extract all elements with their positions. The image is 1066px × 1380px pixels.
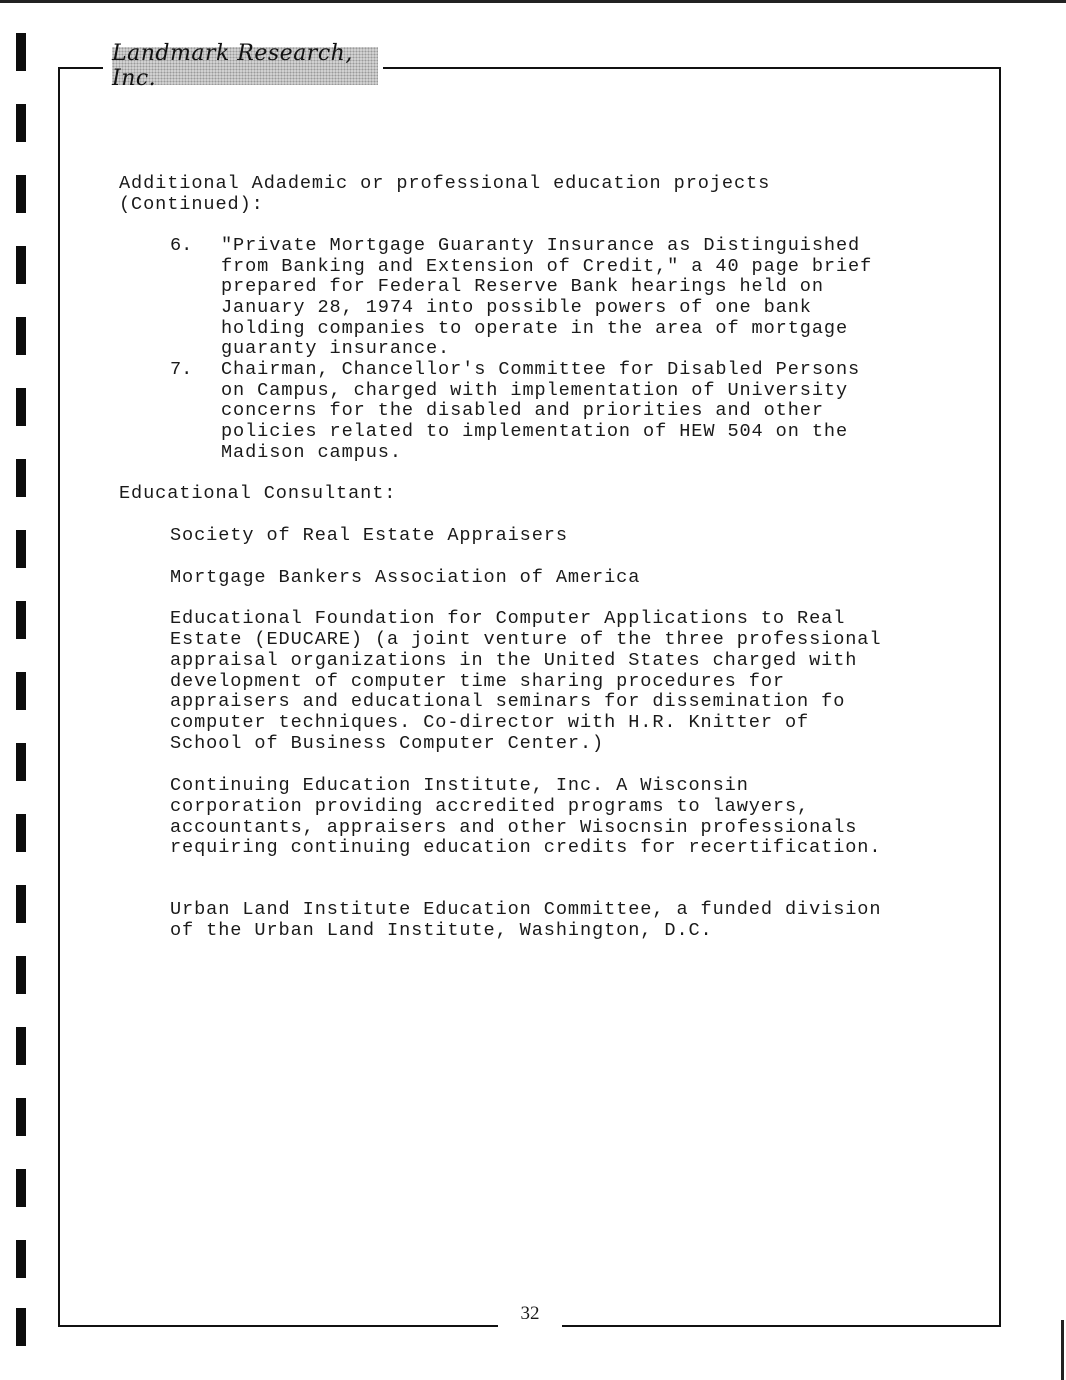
consultant-entry-line: accountants, appraisers and other Wisocnsin professionals	[170, 817, 858, 838]
binder-hole	[16, 1098, 26, 1136]
frame-border-top	[58, 67, 103, 69]
consultant-entry-line: Urban Land Institute Education Committee, a funded division	[170, 899, 882, 920]
binder-hole	[16, 1240, 26, 1278]
consultant-entry: Society of Real Estate Appraisers	[170, 525, 568, 546]
binder-hole	[16, 459, 26, 497]
binder-hole	[16, 1169, 26, 1207]
item-line: concerns for the disabled and priorities and other	[221, 400, 824, 421]
section-intro-line: Additional Adademic or professional education projects	[119, 173, 771, 194]
binder-hole	[16, 885, 26, 923]
item-line: guaranty insurance.	[221, 338, 451, 359]
item-line: Madison campus.	[221, 442, 402, 463]
frame-border-bottom	[58, 1325, 498, 1327]
consultant-entry-line: Estate (EDUCARE) (a joint venture of the three professional	[170, 629, 882, 650]
item-line: prepared for Federal Reserve Bank hearings held on	[221, 276, 824, 297]
consultant-entry-line: development of computer time sharing procedures for	[170, 671, 785, 692]
item-line: Chairman, Chancellor's Committee for Disabled Persons	[221, 359, 861, 380]
section-intro-line: (Continued):	[119, 194, 264, 215]
item-line: holding companies to operate in the area of mortgage	[221, 318, 849, 339]
binder-hole	[16, 246, 26, 284]
binder-hole	[16, 33, 26, 71]
item-line: January 28, 1974 into possible powers of one bank	[221, 297, 812, 318]
binder-hole	[16, 530, 26, 568]
binder-hole	[16, 1308, 26, 1346]
item-line: policies related to implementation of HEW 504 on the	[221, 421, 849, 442]
binder-hole	[16, 814, 26, 852]
company-logo	[112, 41, 378, 91]
consultant-entry-line: appraisal organizations in the United States charged with	[170, 650, 858, 671]
consultant-entry-line: Continuing Education Institute, Inc. A Wisconsin	[170, 775, 749, 796]
item-line: from Banking and Extension of Credit," a 40 page brief	[221, 256, 873, 277]
frame-border-right	[999, 67, 1001, 1326]
binder-hole	[16, 104, 26, 142]
consultant-entry-line: corporation providing accredited programs to lawyers,	[170, 796, 810, 817]
binder-hole	[16, 175, 26, 213]
consultant-entry-line: School of Business Computer Center.)	[170, 733, 605, 754]
binder-hole	[16, 601, 26, 639]
frame-border-top	[383, 67, 1000, 69]
consultant-entry-line: of the Urban Land Institute, Washington, D.C.	[170, 920, 713, 941]
item-line: on Campus, charged with implementation of University	[221, 380, 849, 401]
frame-border-bottom	[562, 1325, 1001, 1327]
binder-hole	[16, 1027, 26, 1065]
binder-hole	[16, 672, 26, 710]
item-line: "Private Mortgage Guaranty Insurance as Distinguished	[221, 235, 861, 256]
consultant-entry: Mortgage Bankers Association of America	[170, 567, 641, 588]
binder-hole	[16, 743, 26, 781]
consultant-entry-line: appraisers and educational seminars for dissemination fo	[170, 691, 846, 712]
item-number: 7.	[170, 359, 193, 380]
consultant-entry-line: Educational Foundation for Computer Applications to Real	[170, 608, 846, 629]
consultant-entry-line: computer techniques. Co-director with H.R. Knitter of	[170, 712, 810, 733]
binder-hole	[16, 317, 26, 355]
page-right-edge	[1061, 1320, 1064, 1380]
page-number: 32	[520, 1303, 540, 1324]
frame-border-left	[58, 67, 60, 1326]
item-number: 6.	[170, 235, 193, 256]
logo-text: Landmark Research, Inc.	[112, 41, 353, 91]
page-top-edge	[0, 0, 1066, 3]
binder-hole	[16, 956, 26, 994]
section-heading: Educational Consultant:	[119, 483, 397, 504]
binder-hole	[16, 388, 26, 426]
consultant-entry-line: requiring continuing education credits for recertification.	[170, 837, 882, 858]
